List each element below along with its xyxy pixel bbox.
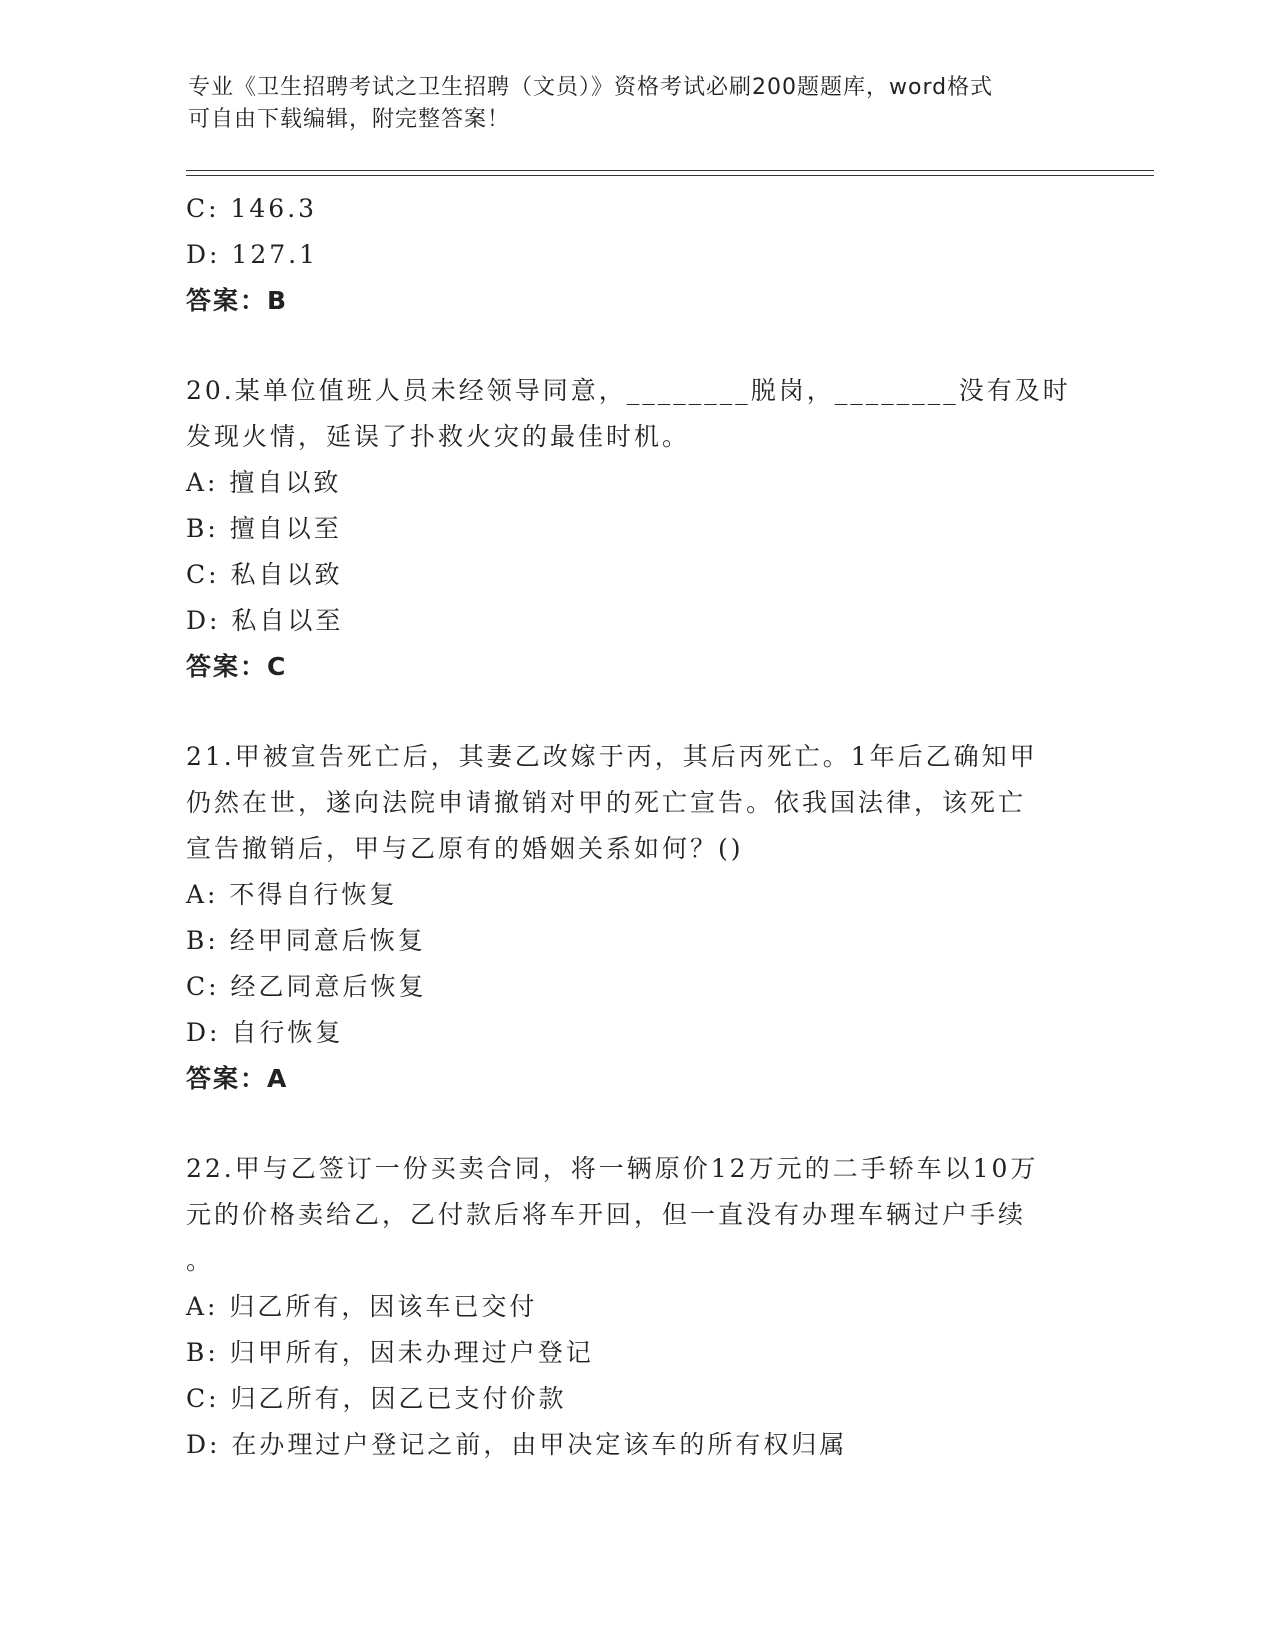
question-text-line-2: 元的价格卖给乙，乙付款后将车开回，但一直没有办理车辆过户手续 [186,1200,1027,1229]
header-divider-bottom [186,175,1154,176]
question-text-line-3: 。 [186,1246,215,1275]
option-d: D: 自行恢复 [186,1018,344,1047]
option-a: A: 归乙所有，因该车已交付 [186,1292,538,1321]
question-text-line-3: 宣告撤销后，甲与乙原有的婚姻关系如何？() [186,834,744,863]
document-header [188,72,1088,136]
option-a: A: 不得自行恢复 [186,880,398,909]
answer-line: 答案：B [186,286,289,315]
question-22 [186,1146,1086,1468]
option-b: B: 归甲所有，因未办理过户登记 [186,1338,594,1367]
option-d: D: 私自以至 [186,606,344,635]
option-c: C: 经乙同意后恢复 [186,972,427,1001]
option-c: C: 私自以致 [186,560,343,589]
question-text-line-2: 发现火情，延误了扑救火灾的最佳时机。 [186,422,691,451]
question-19-tail [186,186,1086,324]
header-divider-top [186,170,1154,171]
question-list [186,186,1086,1468]
option-c: C: 归乙所有，因乙已支付价款 [186,1384,567,1413]
header-title-line-1: 专业《卫生招聘考试之卫生招聘（文员）》资格考试必刷200题题库，word格式 [188,75,994,100]
option-d: D: 127.1 [186,240,318,269]
option-c: C: 146.3 [186,194,318,223]
question-21 [186,734,1086,1102]
question-text-line-1: 22.甲与乙签订一份买卖合同，将一辆原价12万元的二手轿车以10万 [186,1154,1039,1183]
option-b: B: 经甲同意后恢复 [186,926,426,955]
option-b: B: 擅自以至 [186,514,342,543]
spacer [186,324,1086,368]
header-title-line-2: 可自由下载编辑，附完整答案！ [188,107,511,132]
question-text-line-2: 仍然在世，遂向法院申请撤销对甲的死亡宣告。依我国法律，该死亡 [186,788,1027,817]
question-20 [186,368,1086,690]
option-a: A: 擅自以致 [186,468,342,497]
answer-line: 答案：A [186,1064,289,1093]
question-text-line-1: 20.某单位值班人员未经领导同意，________脱岗，________没有及时 [186,376,1071,405]
spacer [186,690,1086,734]
option-d: D: 在办理过户登记之前，由甲决定该车的所有权归属 [186,1430,848,1459]
answer-line: 答案：C [186,652,288,681]
question-text-line-1: 21.甲被宣告死亡后，其妻乙改嫁于丙，其后丙死亡。1年后乙确知甲 [186,742,1038,771]
spacer [186,1102,1086,1146]
